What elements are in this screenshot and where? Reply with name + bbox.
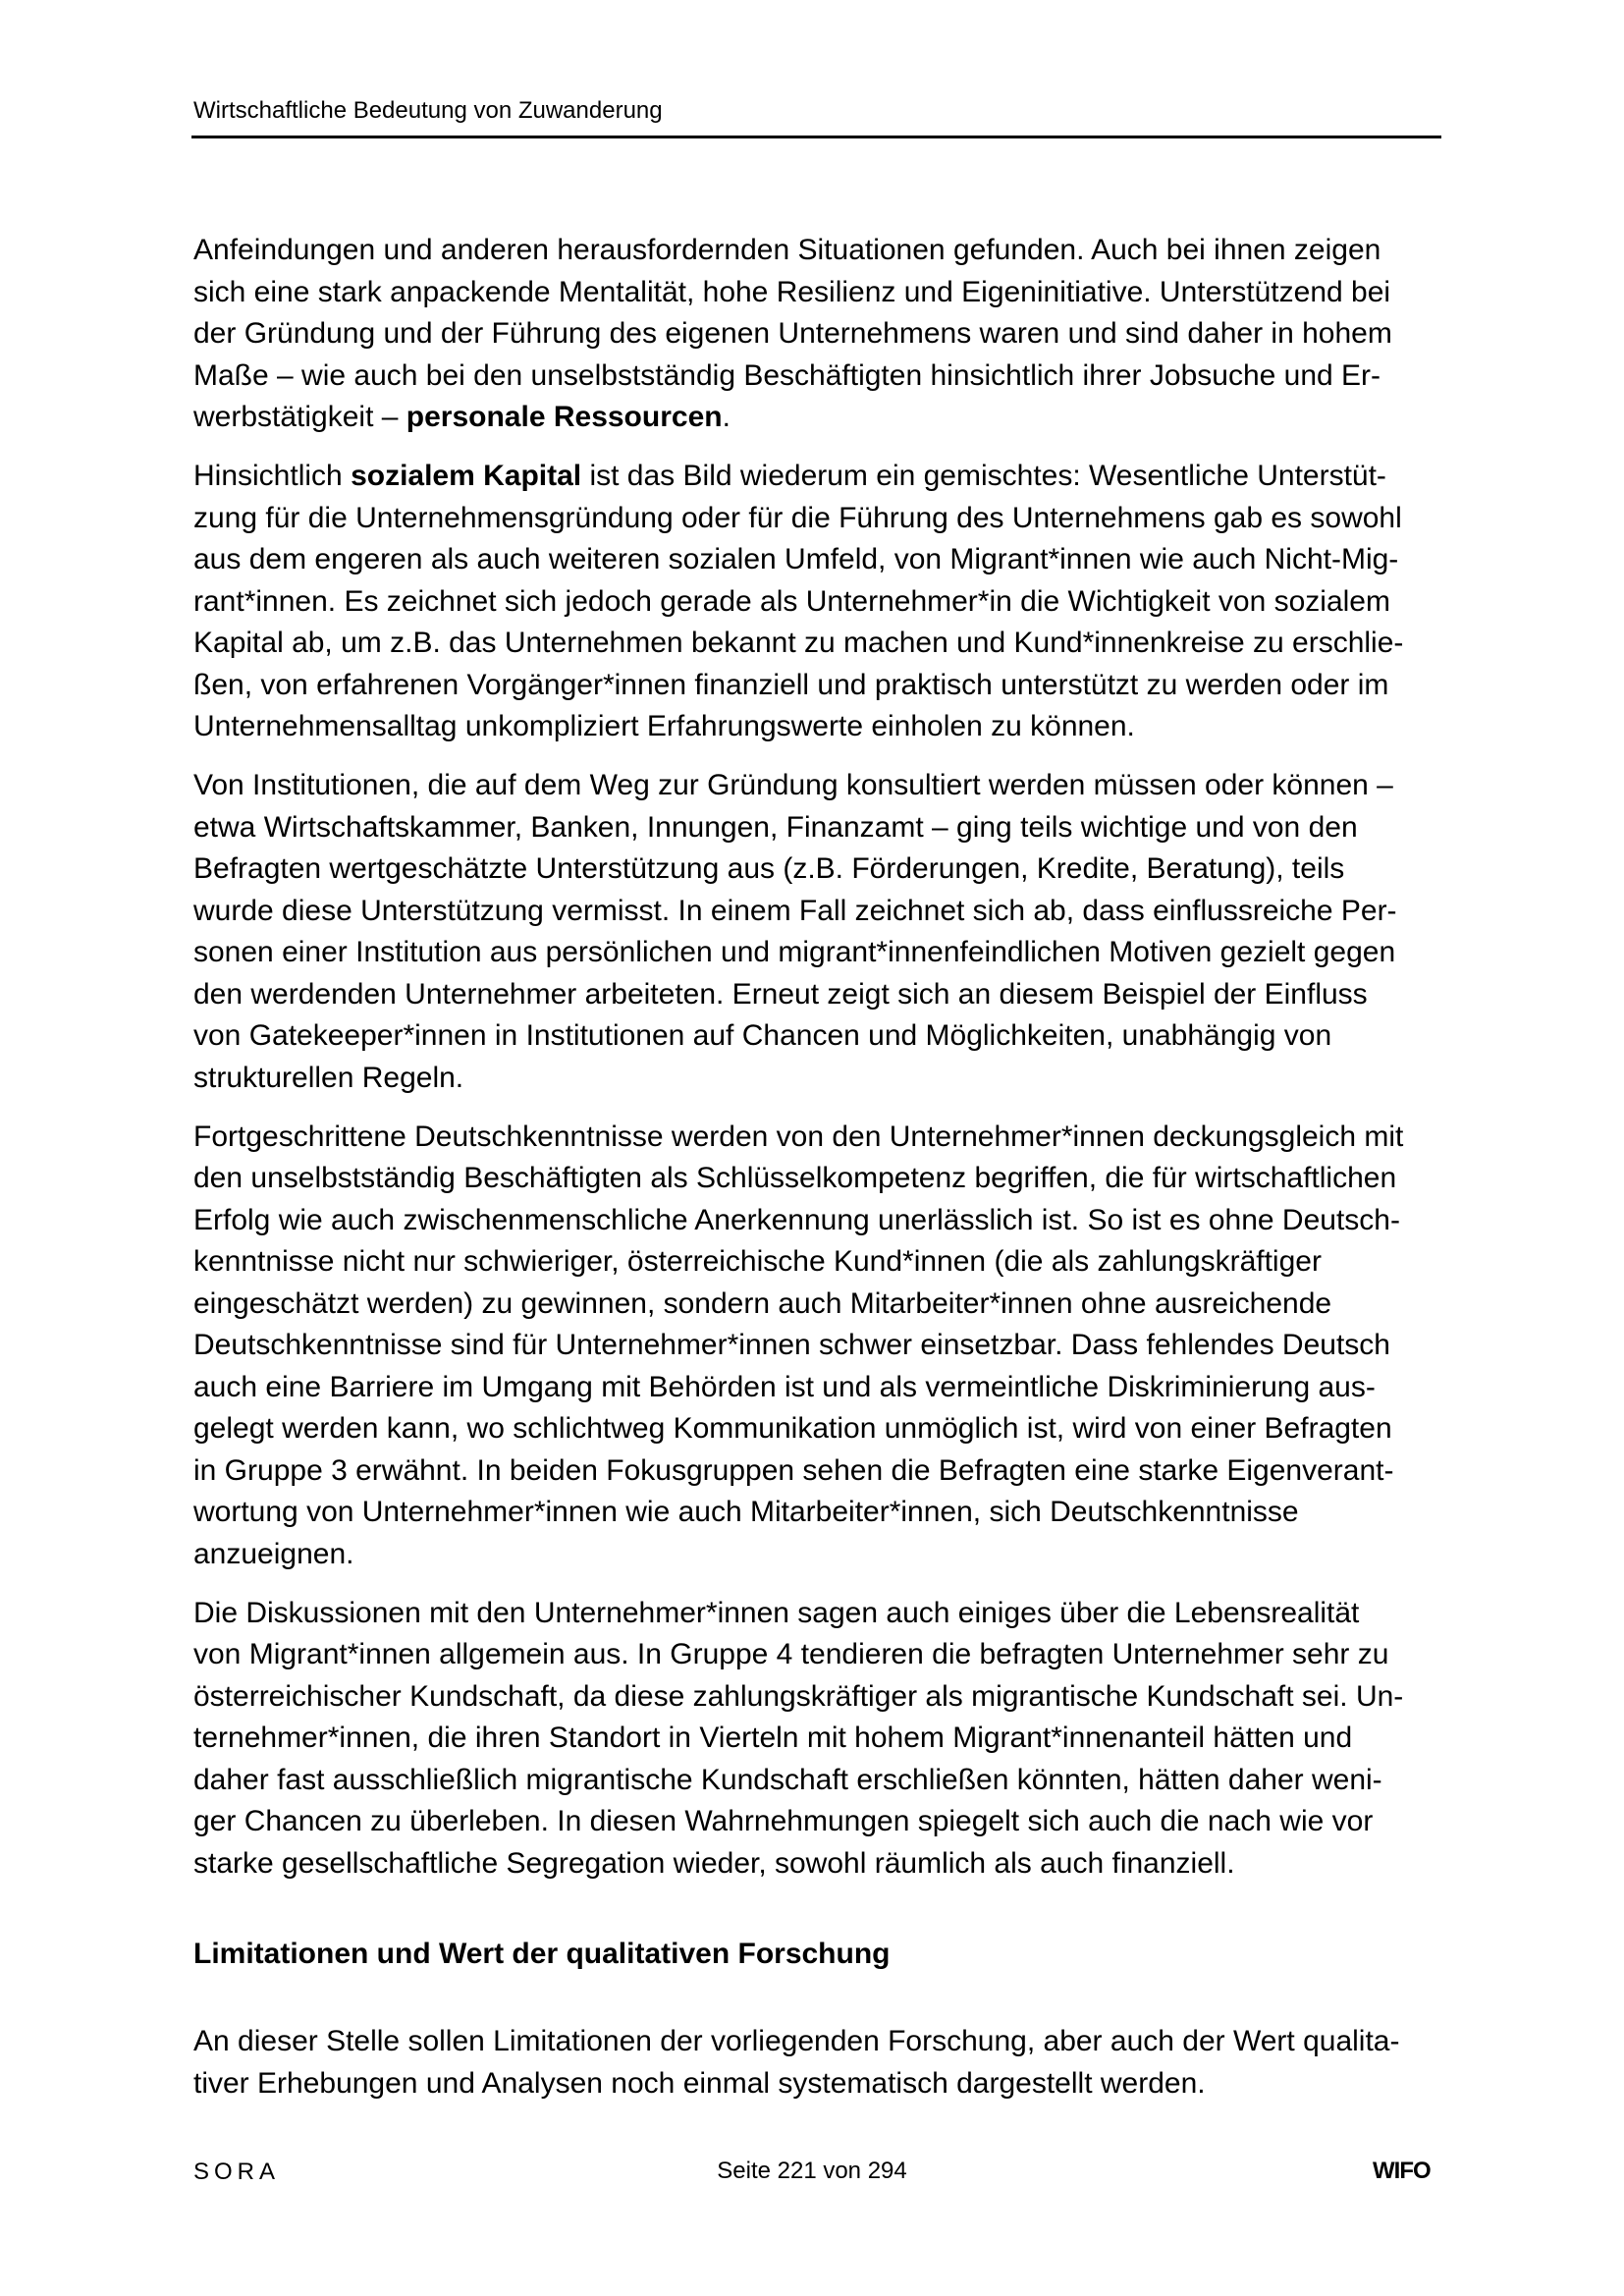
text-line: [193, 1843, 1460, 1886]
text-segment: strukturellen Regeln.: [193, 1061, 464, 1094]
text-line: [193, 1284, 1460, 1326]
text-segment: Die Diskussionen mit den Unternehmer*innen sagen auch einiges über die Lebensrealität: [193, 1596, 1360, 1629]
section-body-text: [193, 2021, 1460, 2122]
text-segment: Anfeindungen und anderen herausfordernden Situationen gefunden. Auch bei ihnen zeigen: [193, 234, 1381, 266]
text-segment: Fortgeschrittene Deutschkenntnisse werden von den Unternehmer*innen deckungsgleich mit: [193, 1120, 1404, 1153]
text-segment: kenntnisse nicht nur schwieriger, österreichische Kund*innen (die als zahlungskräftiger: [193, 1245, 1322, 1278]
body-text: [193, 230, 1460, 1902]
sora-logo: SORA: [193, 2159, 281, 2185]
text-segment: ßen, von erfahrenen Vorgänger*innen finanziell und praktisch unterstützt zu werden oder im: [193, 668, 1389, 701]
text-line: [193, 1158, 1460, 1200]
text-line: [193, 2021, 1460, 2063]
text-segment: Erfolg wie auch zwischenmenschliche Anerkennung unerlässlich ist. So ist es ohne Deutsch-: [193, 1203, 1400, 1236]
text-line: [193, 272, 1460, 314]
text-segment: in Gruppe 3 erwähnt. In beiden Fokusgruppen sehen die Befragten eine starke Eigenverant-: [193, 1453, 1394, 1487]
text-line: [193, 765, 1460, 807]
text-line: [193, 1015, 1460, 1058]
text-segment: Befragten wertgeschätzte Unterstützung aus (z.B. Förderungen, Kredite, Beratung), teils: [193, 852, 1345, 885]
text-segment: den werdenden Unternehmer arbeiteten. Erneut zeigt sich an diesem Beispiel der Einfluss: [193, 977, 1368, 1011]
text-segment: ternehmer*innen, die ihren Standort in Vierteln mit hohem Migrant*innenanteil hätten und: [193, 1722, 1353, 1754]
text-segment: starke gesellschaftliche Segregation wieder, sowohl räumlich als auch finanziell.: [193, 1846, 1235, 1880]
wifo-logo-text: WIFO: [1373, 2158, 1431, 2184]
page-number: Seite 221 von 294: [717, 2158, 907, 2184]
text-segment: Von Institutionen, die auf dem Weg zur Gründung konsultiert werden müssen oder können –: [193, 769, 1393, 801]
text-segment: ist das Bild wiederum ein gemischtes: Wesentliche Unterstüt-: [581, 460, 1386, 492]
text-line: [193, 1058, 1460, 1100]
text-line: [193, 1117, 1460, 1159]
bold-text: personale Ressourcen: [406, 401, 723, 433]
text-line: [193, 1200, 1460, 1242]
text-segment: österreichischer Kundschaft, da diese zahlungskräftiger als migrantische Kundschaft sei. Un-: [193, 1679, 1404, 1713]
text-segment: von Gatekeeper*innen in Institutionen auf Chancen und Möglichkeiten, unabhängig von: [193, 1019, 1332, 1052]
text-segment: Maße – wie auch bei den unselbstständig Beschäftigten hinsichtlich ihrer Jobsuche und Er-: [193, 358, 1381, 392]
text-segment: Hinsichtlich: [193, 460, 352, 492]
text-line: [193, 1492, 1460, 1534]
text-segment: Unternehmensalltag unkompliziert Erfahrungswerte einholen zu können.: [193, 710, 1135, 742]
text-line: [193, 1325, 1460, 1367]
text-segment: gelegt werden kann, wo schlichtweg Kommunikation unmöglich ist, wird von einer Befragten: [193, 1412, 1392, 1445]
text-line: [193, 1241, 1460, 1284]
paragraph: [193, 230, 1460, 439]
text-segment: auch eine Barriere im Umgang mit Behörden ist und als vermeintliche Diskriminierung aus-: [193, 1370, 1376, 1403]
header-divider: [191, 136, 1441, 138]
text-line: [193, 665, 1460, 707]
text-line: [193, 456, 1460, 498]
text-line: [193, 1534, 1460, 1576]
text-line: [193, 498, 1460, 540]
text-segment: sonen einer Institution aus persönlichen und migrant*innenfeindlichen Motiven gezielt gegen: [193, 936, 1396, 968]
paragraph: [193, 765, 1460, 1099]
text-segment: eingeschätzt werden) zu gewinnen, sondern auch Mitarbeiter*innen ohne ausreichende: [193, 1286, 1332, 1320]
text-segment: Deutschkenntnisse sind für Unternehmer*innen schwer einsetzbar. Dass fehlendes Deutsch: [193, 1329, 1390, 1361]
text-segment: .: [722, 401, 731, 433]
text-line: [193, 623, 1460, 665]
text-segment: zung für die Unternehmensgründung oder für die Führung des Unternehmens gab es sowohl: [193, 501, 1402, 534]
text-segment: An dieser Stelle sollen Limitationen der vorliegenden Forschung, aber auch der Wert qualita-: [193, 2025, 1400, 2057]
text-segment: rant*innen. Es zeichnet sich jedoch gerade als Unternehmer*in die Wichtigkeit von sozialem: [193, 584, 1390, 618]
text-segment: daher fast ausschließlich migrantische Kundschaft erschließen könnten, hätten daher weni-: [193, 1763, 1382, 1796]
text-segment: aus dem engeren als auch weiteren sozialen Umfeld, von Migrant*innen wie auch Nicht-Mig-: [193, 543, 1399, 575]
paragraph: [193, 2021, 1460, 2105]
paragraph: [193, 456, 1460, 748]
text-line: [193, 974, 1460, 1016]
text-line: [193, 1676, 1460, 1719]
text-line: [193, 1718, 1460, 1760]
text-line: [193, 1367, 1460, 1409]
text-segment: von Migrant*innen allgemein aus. In Gruppe 4 tendieren die befragten Unternehmer sehr zu: [193, 1638, 1389, 1670]
text-line: [193, 1408, 1460, 1450]
text-line: [193, 539, 1460, 581]
paragraph: [193, 1117, 1460, 1576]
text-line: [193, 932, 1460, 974]
paragraph: [193, 1593, 1460, 1886]
text-segment: wurde diese Unterstützung vermisst. In einem Fall zeichnet sich ab, dass einflussreiche Per-: [193, 894, 1397, 927]
text-segment: etwa Wirtschaftskammer, Banken, Innungen, Finanzamt – ging teils wichtige und von den: [193, 810, 1358, 844]
text-segment: anzueignen.: [193, 1537, 354, 1570]
text-line: [193, 891, 1460, 933]
text-line: [193, 848, 1460, 891]
text-line: [193, 1760, 1460, 1802]
text-segment: den unselbstständig Beschäftigten als Schlüsselkompetenz begriffen, die für wirtschaftlichen: [193, 1162, 1397, 1194]
text-line: [193, 1801, 1460, 1843]
text-line: [193, 397, 1460, 439]
wifo-logo: [1373, 2158, 1431, 2185]
text-line: [193, 313, 1460, 355]
text-line: [193, 1634, 1460, 1676]
text-line: [193, 807, 1460, 849]
text-segment: wortung von Unternehmer*innen wie auch Mitarbeiter*innen, sich Deutschkenntnisse: [193, 1496, 1299, 1528]
text-segment: ger Chancen zu überleben. In diesen Wahrnehmungen spiegelt sich auch die nach wie vor: [193, 1805, 1374, 1837]
text-segment: der Gründung und der Führung des eigenen Unternehmens waren und sind daher in hohem: [193, 317, 1392, 350]
text-line: [193, 230, 1460, 272]
text-segment: tiver Erhebungen und Analysen noch einmal systematisch dargestellt werden.: [193, 2066, 1206, 2100]
section-heading: Limitationen und Wert der qualitativen Forschung: [193, 1938, 891, 1970]
text-line: [193, 355, 1460, 398]
bold-text: sozialem Kapital: [351, 460, 582, 492]
text-line: [193, 581, 1460, 624]
text-line: [193, 1593, 1460, 1635]
text-segment: sich eine stark anpackende Mentalität, hohe Resilienz und Eigeninitiative. Unterstützend bei: [193, 275, 1391, 308]
text-line: [193, 706, 1460, 748]
text-segment: Kapital ab, um z.B. das Unternehmen bekannt zu machen und Kund*innenkreise zu erschlie-: [193, 627, 1404, 659]
text-segment: werbstätigkeit –: [193, 401, 406, 433]
running-header: Wirtschaftliche Bedeutung von Zuwanderung: [193, 97, 663, 124]
text-line: [193, 2063, 1460, 2105]
text-line: [193, 1450, 1460, 1493]
